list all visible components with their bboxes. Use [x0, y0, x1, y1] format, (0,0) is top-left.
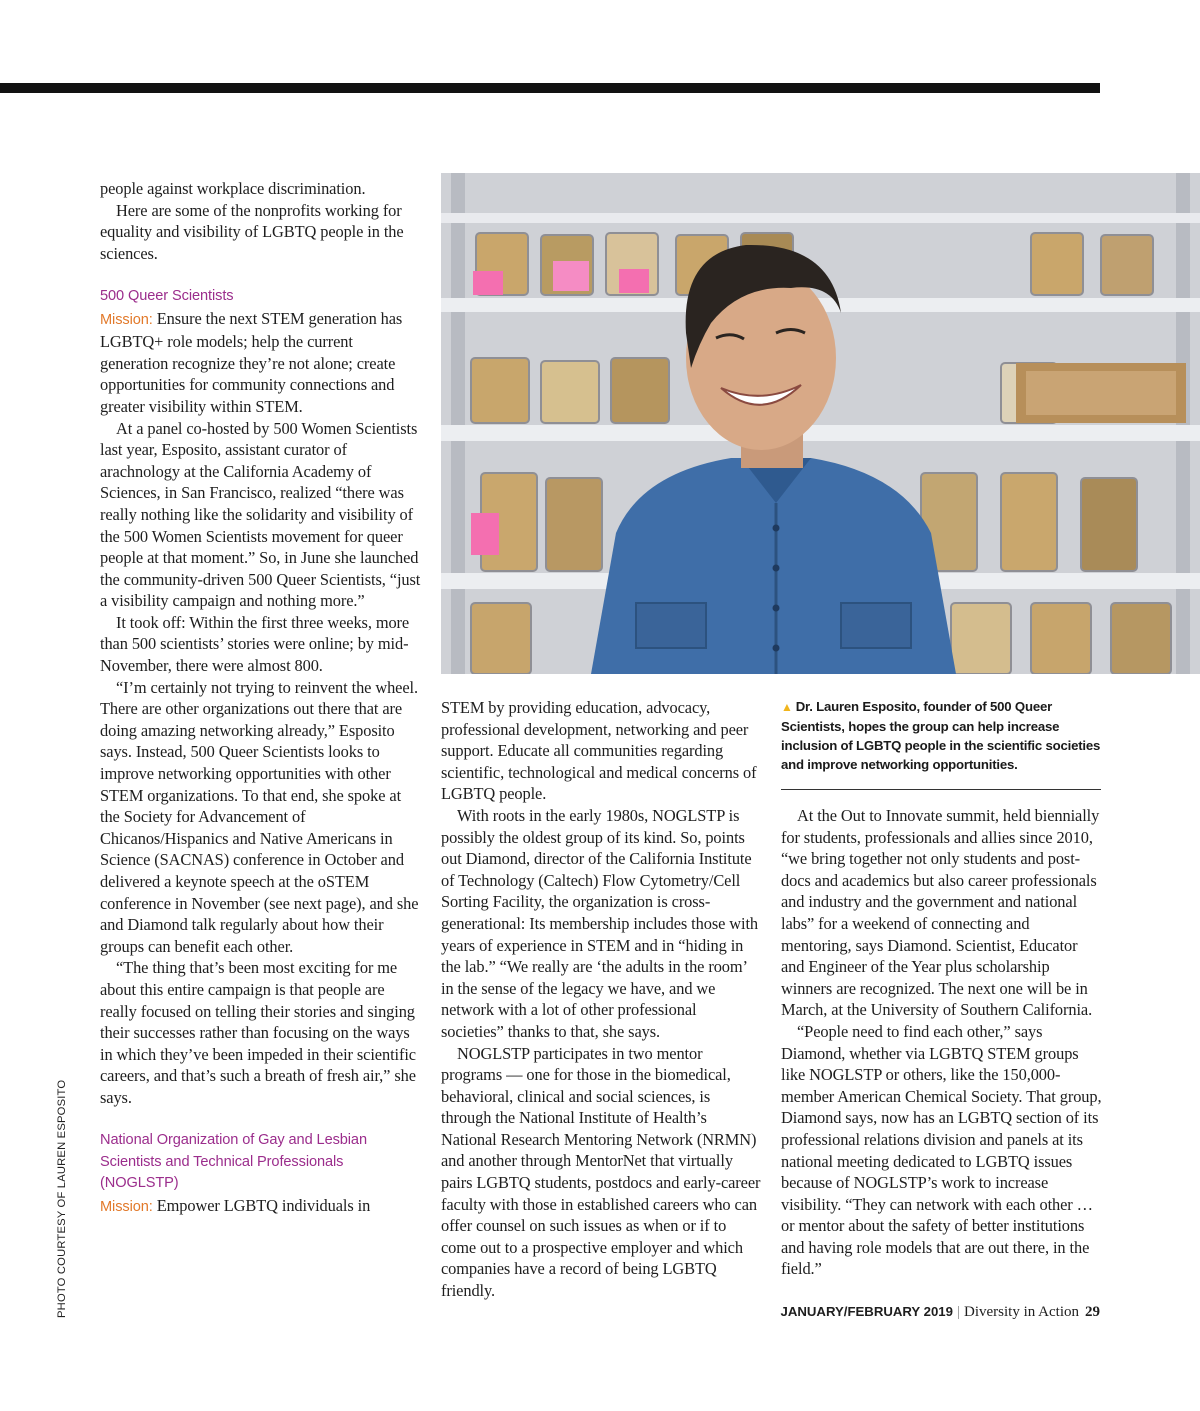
photo-caption	[781, 697, 1111, 774]
org-heading-noglstp: National Organization of Gay and Lesbian Scientists and Technical Professionals (NOGLSTP)	[100, 1132, 367, 1192]
paragraph: “The thing that’s been most exciting for me about this entire campaign is that people are really focused on telling their stories and singing their successes rather than focusing on the ways in which they’ve been impeded in their scientific careers, and that’s such a breath of fresh air,” she says.	[100, 958, 416, 1107]
page-footer	[781, 1304, 1100, 1321]
portrait-photo	[441, 173, 1200, 674]
paragraph: Here are some of the nonprofits working for equality and visibility of LGBTQ people in the sciences.	[100, 200, 404, 263]
caption-divider	[781, 789, 1101, 790]
paragraph: With roots in the early 1980s, NOGLSTP is possibly the oldest group of its kind. So, points out Diamond, director of the California Institute of Technology (Caltech) Flow Cytometry/Cell Sorting Facility, the organization is cross-generational: Its membership includes those with years of experience in STEM and in “hiding in the lab.” “We really are ‘the adults in the room’ in the sense of the legacy we have, and we network with a lot of other professional societies” thanks to that, she says.	[441, 805, 759, 1041]
issue-date: JANUARY/FEBRUARY 2019	[780, 1304, 953, 1319]
mission-label: Mission:	[100, 311, 153, 328]
org-heading-500-queer-scientists: 500 Queer Scientists	[100, 287, 234, 304]
photo-illustration	[441, 173, 1200, 674]
paragraph: NOGLSTP participates in two mentor programs — one for those in the biomedical, behavioral, clinical and social sciences, is through the National Institute of Health’s National Research Mentoring Network (NRMN) and another through MentorNet that virtually pairs LGBTQ students, postdocs and early-career faculty with those in established careers who can offer counsel on such issues as when or if to come out to a prospective employer and which companies have a record of being LGBTQ friendly.	[441, 1043, 761, 1301]
article-column-2	[441, 697, 763, 1302]
top-rule	[0, 83, 1100, 93]
triangle-up-icon: ▲	[781, 700, 793, 714]
paragraph: At a panel co-hosted by 500 Women Scientists last year, Esposito, assistant curator of arachnology at the California Academy of Sciences, in San Francisco, realized “there was really nothing like the solidarity and visibility of the 500 Women Scientists movement for queer people at that moment.” So, in June she launched the community-driven 500 Queer Scientists, “just a visibility campaign and nothing more.”	[100, 418, 421, 611]
paragraph: “I’m certainly not trying to reinvent the wheel. There are other organizations out there that are doing amazing networking already,” Esposito says. Instead, 500 Queer Scientists looks to improve networking opportunities with other STEM organizations. To that end, she spoke at the Society for Advancement of Chicanos/Hispanics and Native Americans in Science (SACNAS) conference in October and delivered a keynote speech at the oSTEM conference in November (see next page), and she and Diamond talk regularly about how their groups can benefit each other.	[100, 677, 419, 956]
article-column-1	[100, 178, 422, 1219]
paragraph: At the Out to Innovate summit, held biennially for students, professionals and allies since 2010, “we bring together not only students and post-docs and academics but also career professionals and industry and the government and national labs” for a weekend of connecting and mentoring, says Diamond. Scientist, Educator and Engineer of the Year plus scholarship winners are recognized. The next one will be in March, at the University of Southern California.	[781, 806, 1100, 1020]
mission-paragraph	[100, 1195, 422, 1219]
footer-separator: |	[956, 1304, 960, 1320]
page-number: 29	[1085, 1304, 1100, 1320]
mission-paragraph	[100, 308, 422, 418]
paragraph: “People need to find each other,” says Diamond, whether via LGBTQ STEM groups like NOGLSTP or others, like the 150,000-member American Chemical Society. That group, Diamond says, now has an LGBTQ section of its professional relations division and panels at its national meeting dedicated to LGBTQ issues because of NOGLSTP’s work to increase visibility. “They can network with each other … or mentor about the safety of better institutions and having role models that are out there, in the field.”	[781, 1021, 1102, 1279]
caption-text: Dr. Lauren Esposito, founder of 500 Queer Scientists, hopes the group can help increase inclusion of LGBTQ people in the scientific societies and improve networking opportunities.	[781, 699, 1101, 772]
mission-text: Empower LGBTQ individuals in	[156, 1195, 371, 1215]
mission-label: Mission:	[100, 1198, 153, 1215]
photo-credit: PHOTO COURTESY OF LAUREN ESPOSITO	[56, 1079, 68, 1318]
paragraph: people against workplace discrimination.	[100, 179, 366, 198]
magazine-name: Diversity in Action	[964, 1304, 1079, 1320]
paragraph: STEM by providing education, advocacy, professional development, networking and peer support. Educate all communities regarding scientific, technological and medical concerns of LGBTQ people.	[441, 698, 757, 804]
paragraph: It took off: Within the first three weeks, more than 500 scientists’ stories were online; by mid-November, there were almost 800.	[100, 612, 410, 676]
mission-text: Ensure the next STEM generation has LGBTQ+ role models; help the current generation recognize they’re not alone; create opportunities for community connections and greater visibility within STEM.	[100, 308, 403, 416]
article-column-3	[781, 805, 1103, 1280]
